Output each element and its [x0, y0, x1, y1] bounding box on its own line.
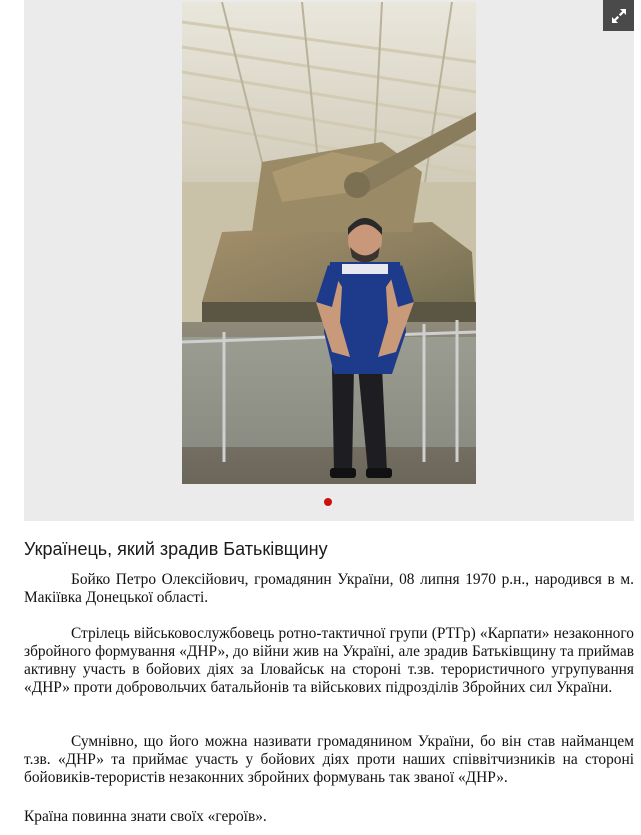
gallery-pager-dot[interactable]: [324, 498, 332, 506]
article-paragraph-3: Сумнівно, що його можна називати громадянином України, бо він став найманцем т.зв. «ДНР» та приймає участь у бойових діях проти наших співвітчизників на стороні бойовиків-терористів незаконних збройних формувань так званої «ДНР».: [24, 733, 634, 786]
article-paragraph-2: Стрілець військовослужбовець ротно-тактичної групи (РТГр) «Карпати» незаконного збройного формування «ДНР», до війни жив на Україні, але зрадив Батьківщину та приймав активну участь в бойових діях за Іловайськ на стороні т.зв. терористичного угрупування «ДНР» проти добровольчих батальйонів та військових підрозділів Збройних сил України.: [24, 625, 634, 696]
photo-gallery: [24, 0, 634, 521]
article-paragraph-1: Бойко Петро Олексійович, громадянин України, 08 липня 1970 р.н., народився в м. Макіївка Донецької області.: [24, 571, 634, 606]
photo-illustration: [182, 2, 476, 484]
expand-icon: [611, 8, 627, 24]
expand-button[interactable]: [603, 0, 634, 31]
article-paragraph-4: Країна повинна знати своїх «героїв».: [24, 808, 267, 825]
gallery-photo[interactable]: [182, 2, 476, 484]
article-title: Українець, який зрадив Батьківщину: [24, 539, 328, 559]
